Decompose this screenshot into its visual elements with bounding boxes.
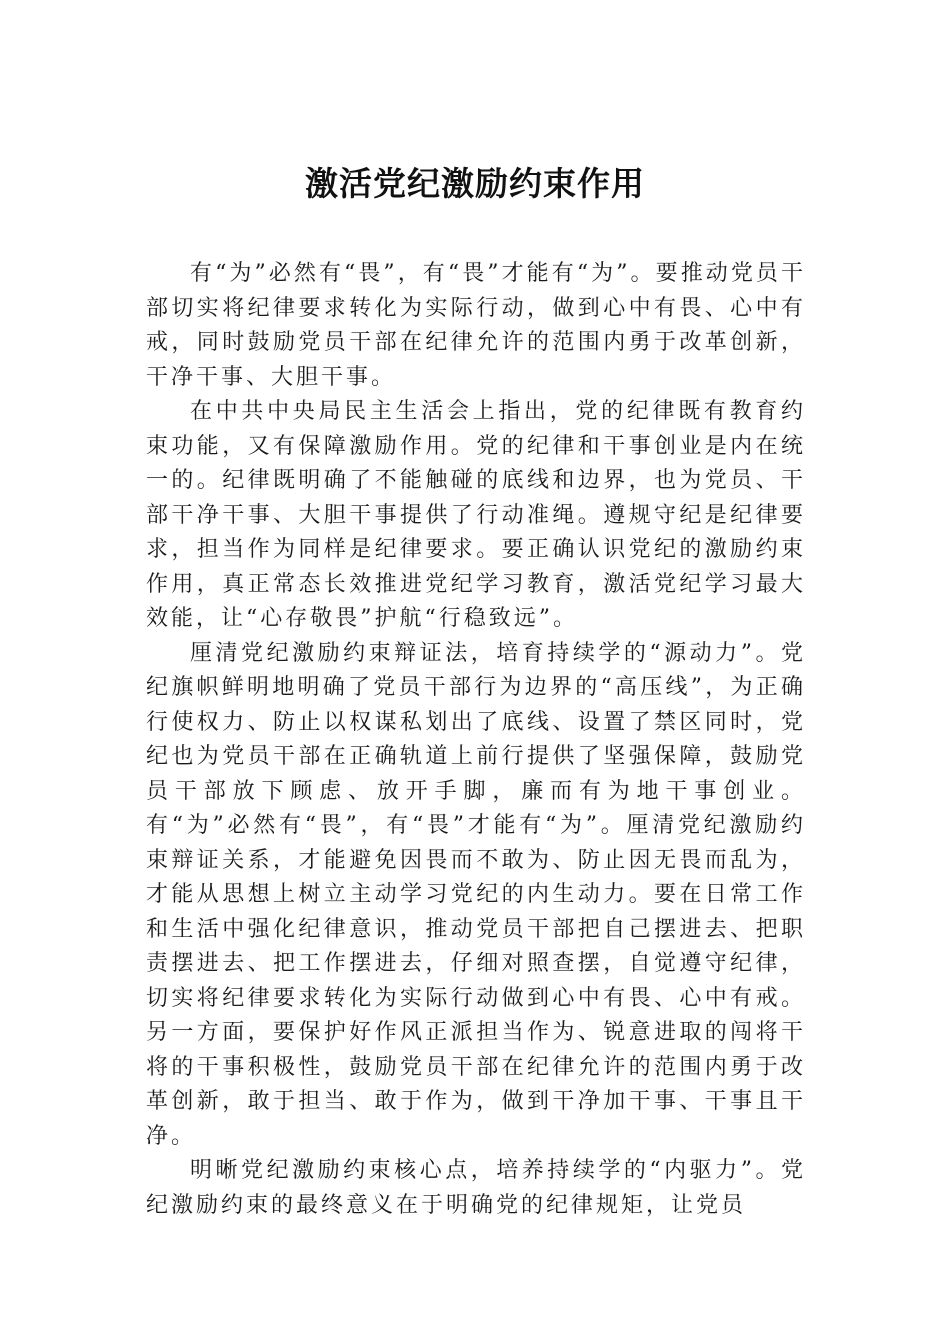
document-body [146, 257, 806, 1223]
paragraph-2: 在中共中央局民主生活会上指出，党的纪律既有教育约束功能，又有保障激励作用。党的纪律和干事创业是内在统一的。纪律既明确了不能触碰的底线和边界，也为党员、干部干净干事、大胆干事提供了行动准绳。遵规守纪是纪律要求，担当作为同样是纪律要求。要正确认识党纪的激励约束作用，真正常态长效推进党纪学习教育，激活党纪学习最大效能，让“心存敬畏”护航“行稳致远”。 [146, 399, 806, 631]
document-title: 激活党纪激励约束作用 [305, 164, 645, 203]
paragraph-4: 明晰党纪激励约束核心点，培养持续学的“内驱力”。党纪激励约束的最终意义在于明确党的纪律规矩，让党员 [146, 1158, 806, 1218]
paragraph-1: 有“为”必然有“畏”，有“畏”才能有“为”。要推动党员干部切实将纪律要求转化为实际行动，做到心中有畏、心中有戒，同时鼓励党员干部在纪律允许的范围内勇于改革创新，干净干事、大胆干事。 [146, 261, 806, 390]
paragraph-3: 厘清党纪激励约束辩证法，培育持续学的“源动力”。党纪旗帜鲜明地明确了党员干部行为边界的“高压线”，为正确行使权力、防止以权谋私划出了底线、设置了禁区同时，党纪也为党员干部在正确轨道上前行提供了坚强保障，鼓励党员干部放下顾虑、放开手脚，廉而有为地干事创业。有“为”必然有“畏”，有“畏”才能有“为”。厘清党纪激励约束辩证关系，才能避免因畏而不敢为、防止因无畏而乱为，才能从思想上树立主动学习党纪的内生动力。要在日常工作和生活中强化纪律意识，推动党员干部把自己摆进去、把职责摆进去、把工作摆进去，仔细对照查摆，自觉遵守纪律，切实将纪律要求转化为实际行动做到心中有畏、心中有戒。另一方面，要保护好作风正派担当作为、锐意进取的闯将干将的干事积极性，鼓励党员干部在纪律允许的范围内勇于改革创新，敢于担当、敢于作为，做到干净加干事、干事且干净。 [146, 640, 806, 1149]
